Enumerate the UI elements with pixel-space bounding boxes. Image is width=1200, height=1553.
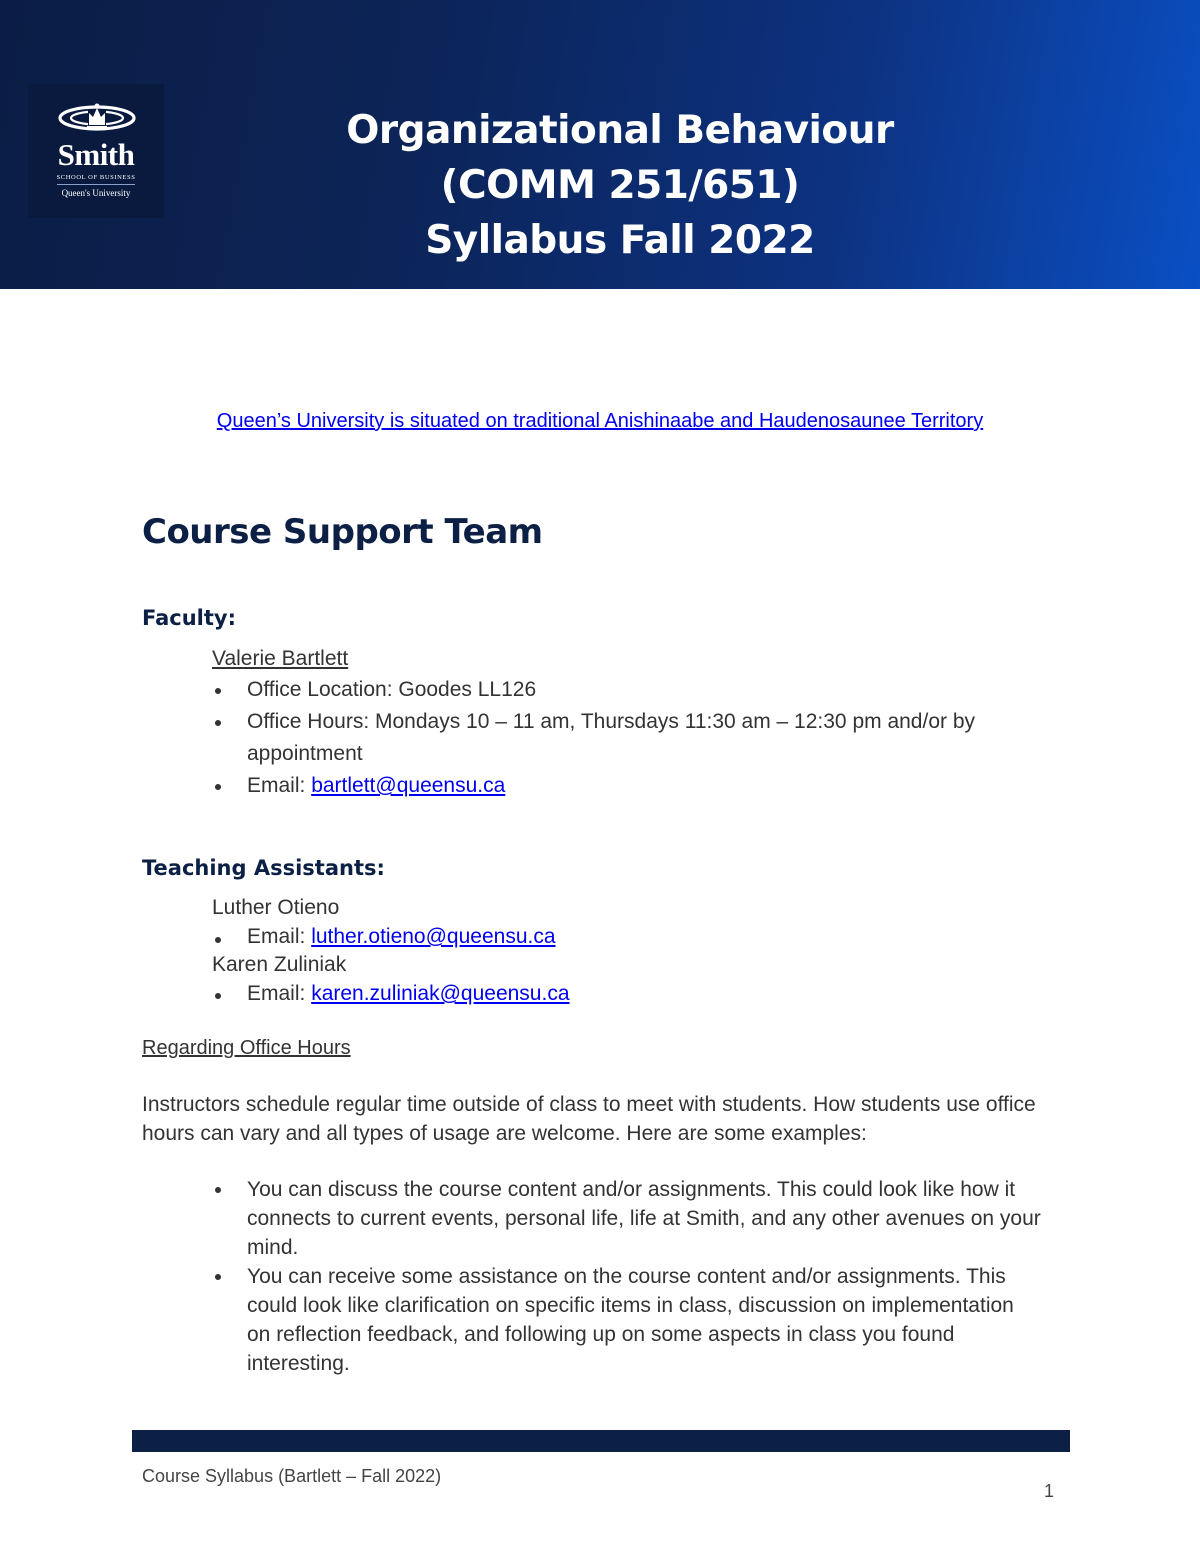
email-label: Email: [247, 774, 312, 797]
faculty-email-link[interactable]: bartlett@queensu.ca [311, 774, 506, 797]
header-banner [0, 0, 1200, 289]
land-acknowledgement-link[interactable]: Queen’s University is situated on traditional Anishinaabe and Haudenosaunee Territory [216, 410, 984, 432]
list-item [212, 770, 1042, 802]
list-item [212, 923, 1042, 951]
title-line-course: Organizational Behaviour [346, 108, 894, 153]
logo-subtitle: SCHOOL OF BUSINESS [56, 174, 136, 181]
office-hours-intro: Instructors schedule regular time outside of class to meet with students. How students use office hours can vary and all types of usage are welcome. Here are some examples: [142, 1093, 1036, 1145]
email-label: Email: [247, 982, 312, 1005]
ta-heading: Teaching Assistants: [142, 856, 385, 880]
faculty-details [212, 674, 1042, 802]
ta-details [212, 923, 1042, 951]
crown-icon [56, 96, 138, 140]
title-line-term: Syllabus Fall 2022 [425, 218, 815, 263]
office-hours-examples [212, 1175, 1042, 1378]
footer-text: Course Syllabus (Bartlett – Fall 2022) [142, 1466, 442, 1486]
list-item: You can discuss the course content and/or assignments. This could look like how it connects to current events, personal life, life at Smith, and any other avenues on your mind. [212, 1175, 1042, 1262]
main-content [142, 506, 1042, 1378]
ta-details [212, 979, 1042, 1009]
logo-wordmark: Smith [57, 137, 135, 172]
document-title [300, 103, 940, 268]
ta-name: Karen Zuliniak [212, 953, 347, 976]
faculty-name: Valerie Bartlett [212, 647, 349, 670]
list-item: Office Hours: Mondays 10 – 11 am, Thursdays 11:30 am – 12:30 pm and/or by appointment [212, 706, 1042, 770]
faculty-heading: Faculty: [142, 606, 237, 630]
ta-name: Luther Otieno [212, 896, 340, 919]
smith-logo [28, 84, 164, 218]
logo-divider [57, 184, 135, 185]
page-number: 1 [1044, 1481, 1055, 1501]
ta-email-link[interactable]: luther.otieno@queensu.ca [311, 925, 556, 948]
office-hours-heading: Regarding Office Hours [142, 1037, 351, 1059]
footer-bar [132, 1430, 1070, 1452]
list-item: Office Location: Goodes LL126 [212, 674, 1042, 706]
section-title: Course Support Team [142, 512, 543, 552]
list-item [212, 979, 1042, 1009]
title-line-code: (COMM 251/651) [440, 163, 800, 208]
list-item: You can receive some assistance on the course content and/or assignments. This could look like clarification on specific items in class, discussion on implementation on reflection feedback, and following up on some aspects in class you found interesting. [212, 1262, 1042, 1378]
ta-email-link[interactable]: karen.zuliniak@queensu.ca [311, 982, 570, 1005]
logo-university: Queen's University [61, 188, 131, 198]
email-label: Email: [247, 925, 312, 948]
